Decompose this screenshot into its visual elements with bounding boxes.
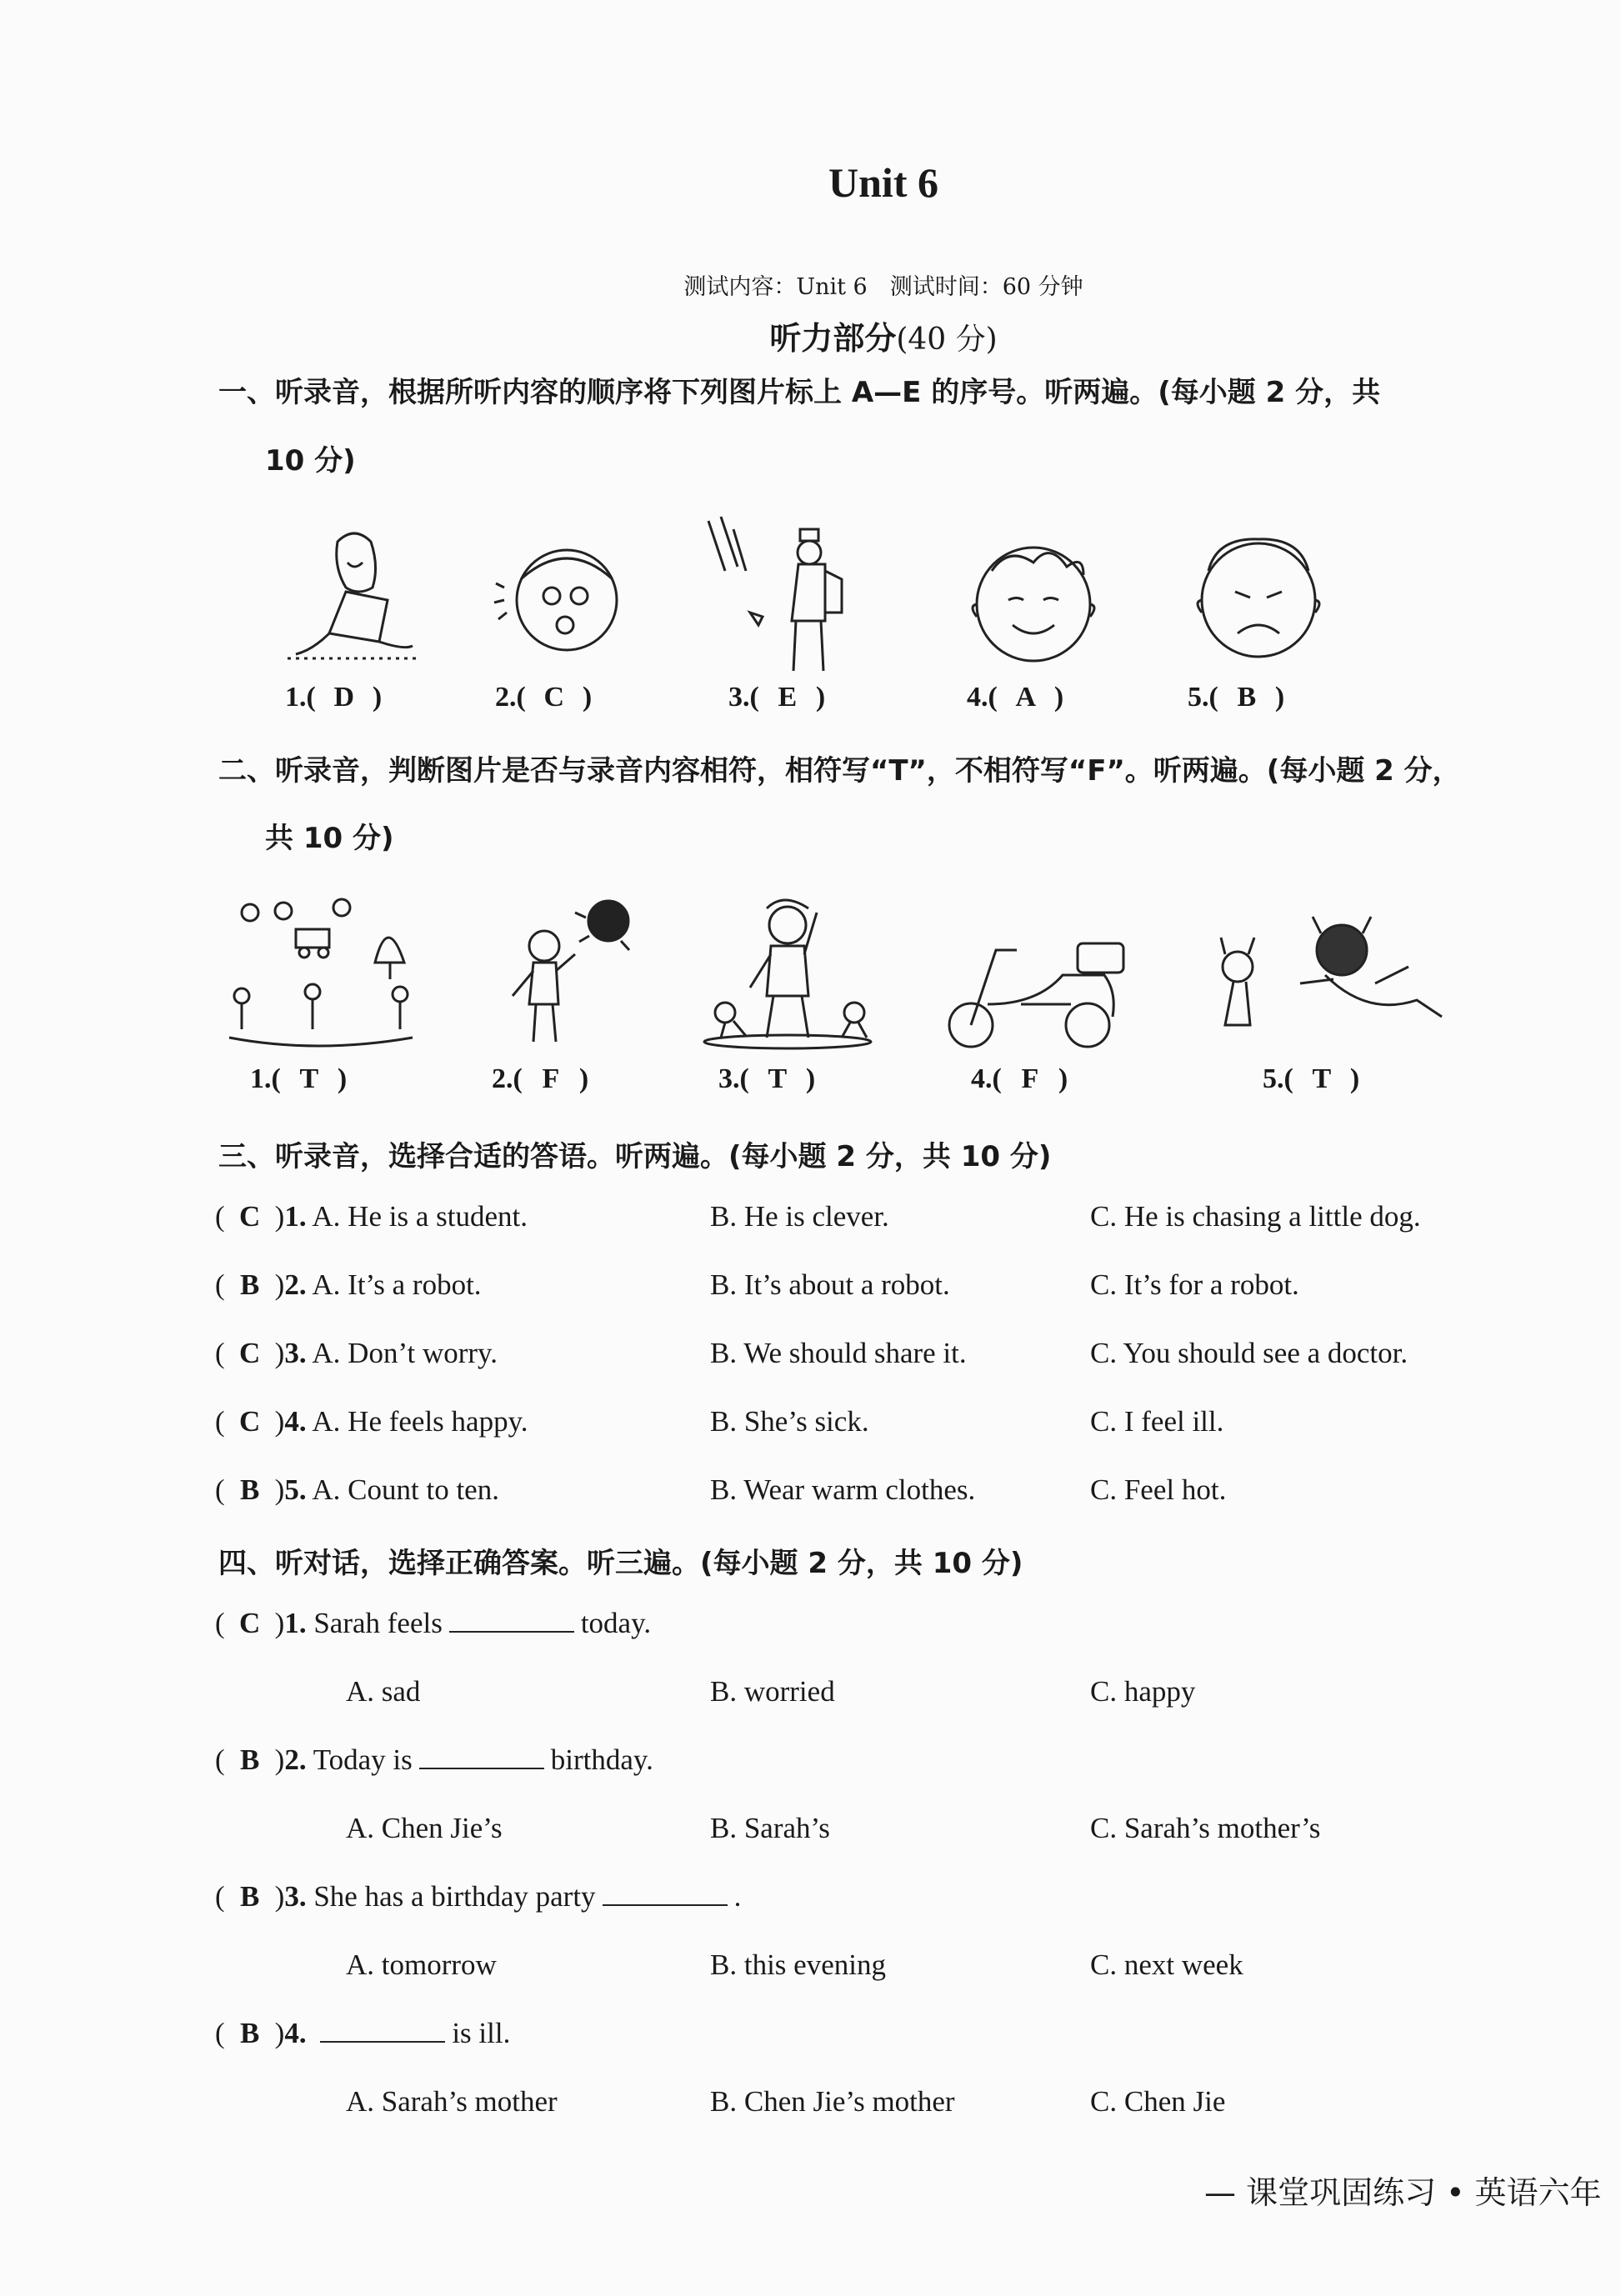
s1-item-1: 1.( D ) bbox=[285, 682, 383, 713]
s1-item-4: 4.( A ) bbox=[967, 682, 1064, 713]
s2-item-5: 5.( T ) bbox=[1263, 1063, 1360, 1094]
s1-item-2: 2.( C ) bbox=[495, 682, 593, 713]
happy-boy-image bbox=[958, 538, 1108, 671]
answer-blank bbox=[449, 1611, 574, 1633]
section1-heading-cont: 10 分) bbox=[265, 444, 356, 478]
s2-item-3: 3.( T ) bbox=[718, 1063, 816, 1094]
page-title: Unit 6 bbox=[828, 159, 938, 206]
section4-heading: 四、听对话，选择正确答案。听三遍。(每小题 2 分，共 10 分) bbox=[218, 1547, 1023, 1580]
s1-item-5: 5.( B ) bbox=[1188, 682, 1285, 713]
test-info: 测试内容：Unit 6 测试时间：60 分钟 bbox=[683, 274, 1083, 300]
girl-sitting-image bbox=[279, 525, 421, 667]
s2-item-1: 1.( T ) bbox=[250, 1063, 348, 1094]
answer-blank bbox=[603, 1884, 728, 1906]
s2-item-4: 4.( F ) bbox=[971, 1063, 1068, 1094]
page-footer: — 课堂巩固练习 • 英语六年 bbox=[1204, 2174, 1602, 2211]
s1-item-3: 3.( E ) bbox=[728, 682, 826, 713]
part-heading: 听力部分(40 分) bbox=[769, 320, 998, 357]
s2-item-2: 2.( F ) bbox=[492, 1063, 589, 1094]
cartoon-cat-mouse-image bbox=[1200, 917, 1458, 1050]
worried-boy-image bbox=[492, 538, 633, 663]
section3-heading: 三、听录音，选择合适的答语。听两遍。(每小题 2 分，共 10 分) bbox=[218, 1140, 1052, 1173]
answer-blank bbox=[320, 2021, 445, 2043]
angry-boy-image bbox=[1183, 521, 1333, 671]
scooter-image bbox=[938, 925, 1129, 1050]
section1-heading: 一、听录音，根据所听内容的顺序将下列图片标上 A—E 的序号。听两遍。(每小题 2 分，共 bbox=[218, 376, 1381, 409]
section2-heading-cont: 共 10 分) bbox=[265, 822, 394, 855]
answer-blank bbox=[419, 1748, 544, 1769]
hot-sun-boy-image bbox=[496, 896, 646, 1050]
kids-playing-image bbox=[225, 896, 417, 1050]
cold-man-image bbox=[700, 513, 850, 679]
section2-heading: 二、听录音，判断图片是否与录音内容相符，相符写“T”，不相符写“F”。听两遍。(每小题 2 分， bbox=[218, 754, 1461, 788]
boy-with-dogs-image bbox=[700, 896, 875, 1050]
